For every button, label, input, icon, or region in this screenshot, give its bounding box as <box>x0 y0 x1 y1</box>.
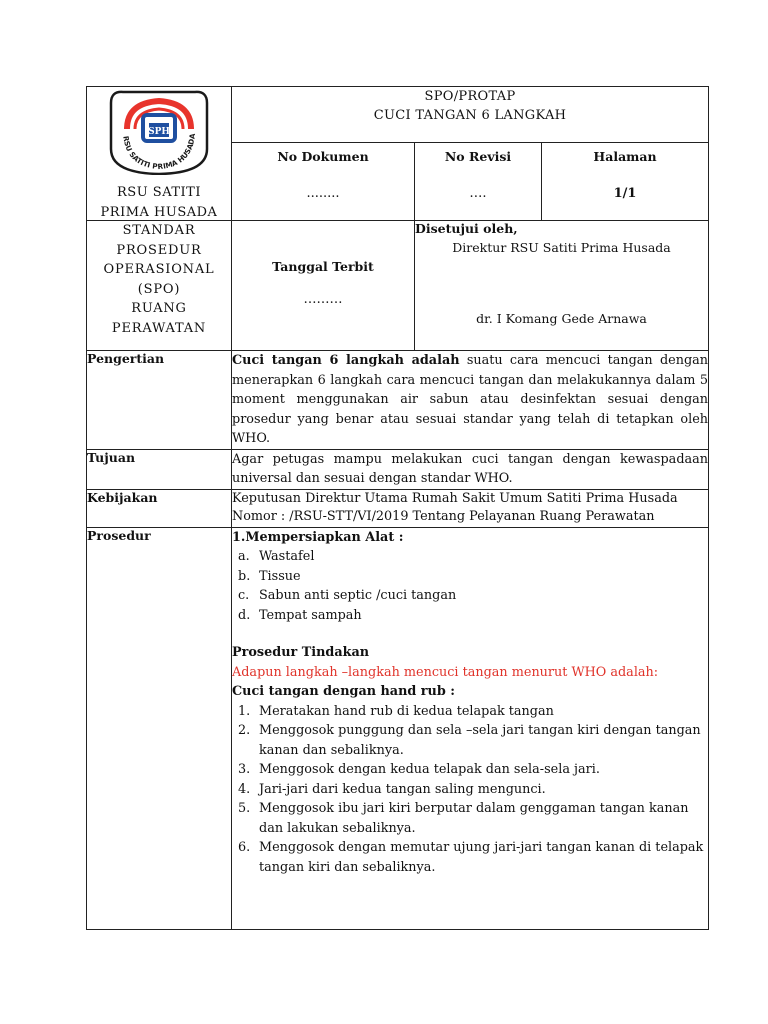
document-title-cell <box>232 87 709 143</box>
approved-label: Disetujui oleh, <box>415 221 518 236</box>
list-item: 4. Jari-jari dari kedua tangan saling mengunci. <box>238 781 546 797</box>
tanggal-terbit-label: Tanggal Terbit <box>272 259 374 274</box>
no-dokumen-value: ........ <box>306 186 340 201</box>
handrub-title: Cuci tangan dengan hand rub : <box>232 684 455 699</box>
list-item: d. Tempat sampah <box>238 607 362 623</box>
halaman-label: Halaman <box>593 149 657 164</box>
list-item: a. Wastafel <box>238 549 315 564</box>
doc-title: CUCI TANGAN 6 LANGKAH <box>373 108 567 123</box>
list-item: 6. Menggosok dengan memutar ujung jari-jari tangan kanan di telapak tangan kiri dan sebaliknya. <box>238 840 704 875</box>
list-item: 2. Menggosok punggung dan sela –sela jari tangan kiri dengan tangan kanan dan sebaliknya. <box>238 723 701 758</box>
kebijakan-label: Kebijakan <box>87 489 232 527</box>
director-name: dr. I Komang Gede Arnawa <box>476 311 647 326</box>
steps-list <box>232 702 708 878</box>
logo-cell <box>87 87 232 221</box>
list-item: c. Sabun anti septic /cuci tangan <box>238 588 457 603</box>
who-intro: Adapun langkah –langkah mencuci tangan menurut WHO adalah: <box>232 664 659 680</box>
prosedur-content <box>232 527 709 929</box>
list-item: 3. Menggosok dengan kedua telapak dan sela-sela jari. <box>238 762 600 777</box>
list-item: 5. Menggosok ibu jari kiri berputar dalam genggaman tangan kanan dan lakukan sebaliknya. <box>238 801 689 836</box>
hospital-name: RSU SATITI PRIMA HUSADA <box>100 185 218 220</box>
list-item: b. Tissue <box>238 568 301 584</box>
prosedur-label: Prosedur <box>87 527 232 929</box>
pengertian-label: Pengertian <box>87 351 232 450</box>
logo-text: SPH <box>148 127 170 137</box>
tindakan-title: Prosedur Tindakan <box>232 645 370 660</box>
no-dokumen-cell <box>232 143 415 221</box>
list-item: 1. Meratakan hand rub di kedua telapak tangan <box>238 703 554 719</box>
halaman-cell <box>542 143 709 221</box>
doc-type: SPO/PROTAP <box>424 89 516 104</box>
prep-title: 1.Mempersiapkan Alat : <box>232 529 404 545</box>
halaman-value: 1/1 <box>613 186 637 201</box>
tanggal-terbit-value: ……… <box>303 292 343 307</box>
alat-list <box>232 547 708 625</box>
spo-table <box>86 86 709 930</box>
no-revisi-value: …. <box>469 186 487 201</box>
hospital-logo <box>105 89 213 175</box>
no-revisi-label: No Revisi <box>444 149 512 164</box>
standard-title: STANDAR PROSEDUR OPERASIONAL (SPO) RUANG PERAWATAN <box>87 221 232 351</box>
kebijakan-text: Keputusan Direktur Utama Rumah Sakit Umum Satiti Prima Husada Nomor : /RSU-STT/VI/2019 Tentang Pelayanan Ruang Perawatan <box>232 489 709 527</box>
no-revisi-cell <box>415 143 542 221</box>
tanggal-terbit-cell <box>232 221 415 351</box>
approved-by: Direktur RSU Satiti Prima Husada <box>452 240 671 255</box>
approval-cell <box>415 221 709 351</box>
pengertian-text: Cuci tangan 6 langkah adalah suatu cara mencuci tangan dengan menerapkan 6 langkah cara mencuci tangan dan melakukannya dalam 5 moment menggunakan air sabun atau desinfektan sesuai dengan prosedur yang benar atau sesuai standar yang telah di tetapkan oleh WHO. <box>232 351 709 450</box>
tujuan-label: Tujuan <box>87 449 232 489</box>
tujuan-text: Agar petugas mampu melakukan cuci tangan dengan kewaspadaan universal dan sesuai dengan standar WHO. <box>232 449 709 489</box>
logo-ring-text: RSU SATITI PRIMA HUSADA <box>121 132 198 172</box>
no-dokumen-label: No Dokumen <box>277 149 369 164</box>
